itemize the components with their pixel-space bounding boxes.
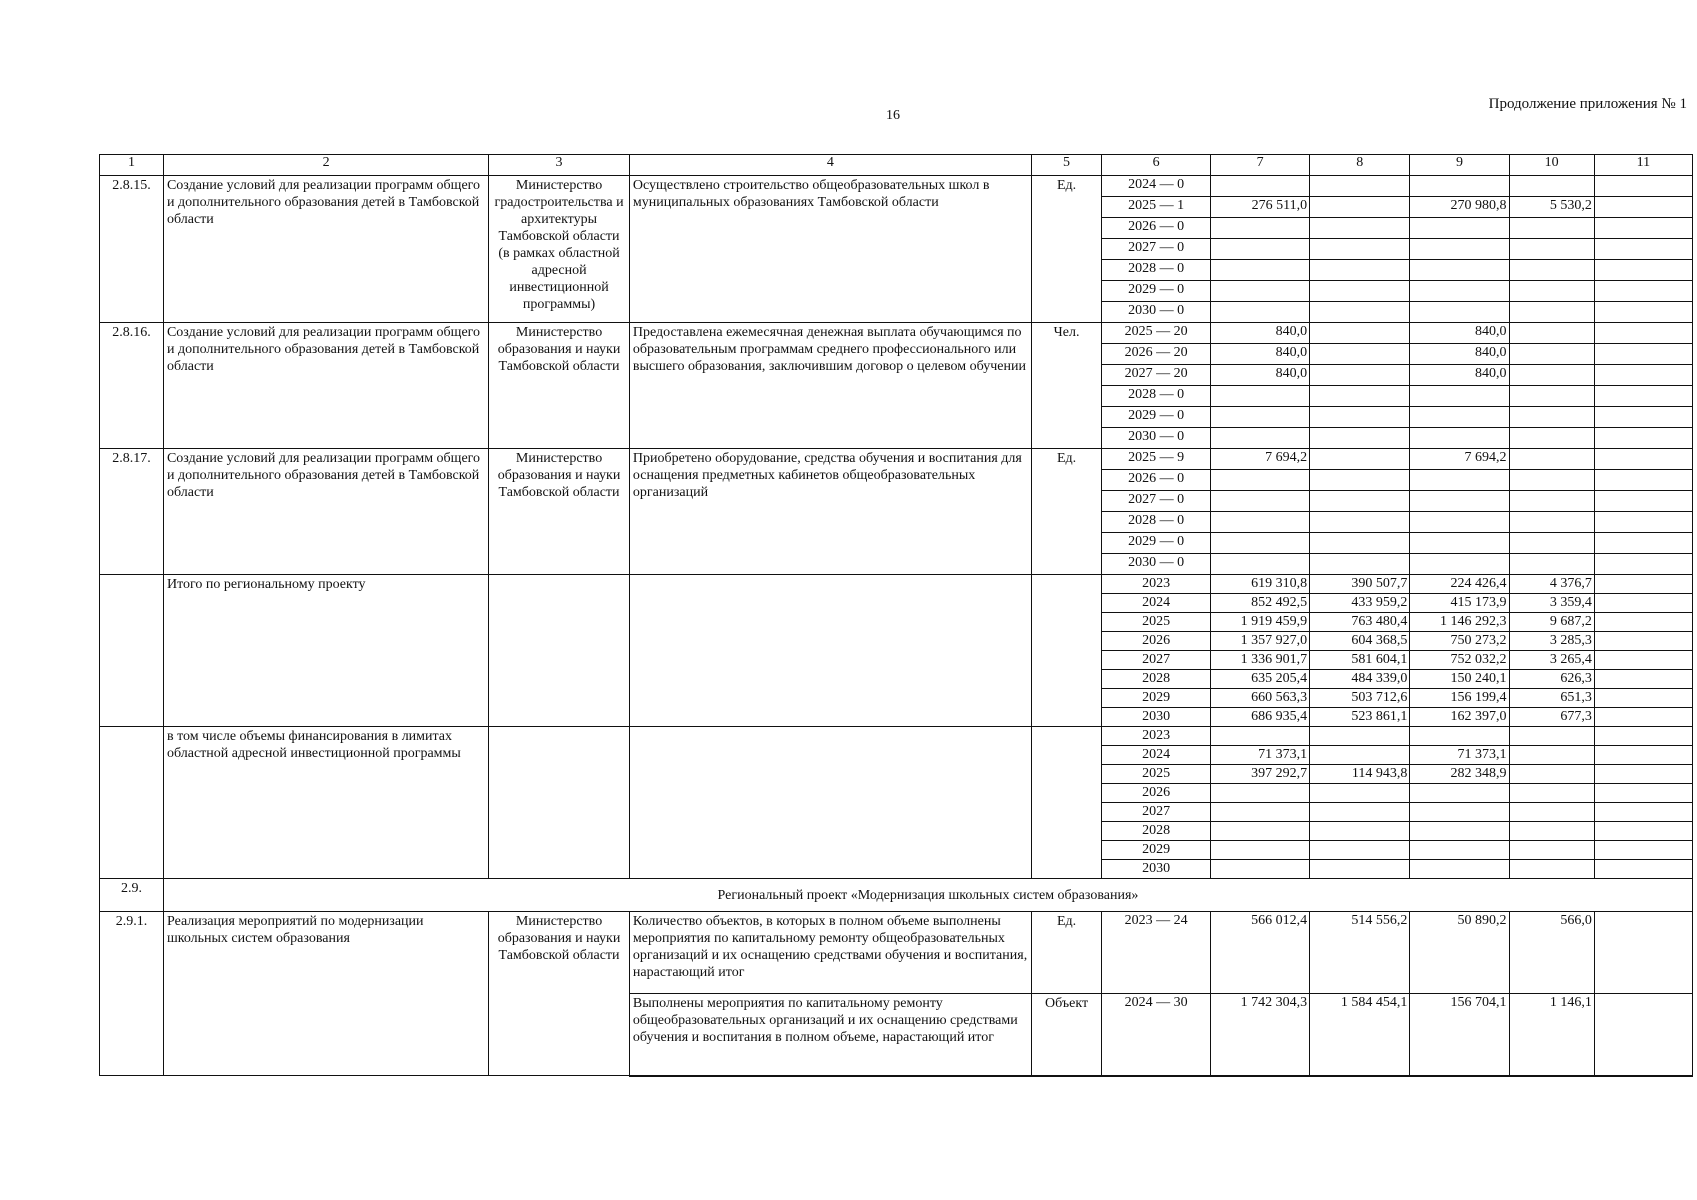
- amount-regional-cell: 750 273,2: [1410, 632, 1509, 651]
- amount-federal-cell: [1310, 239, 1410, 260]
- unit-cell: Чел.: [1031, 323, 1101, 449]
- col-header: 3: [489, 155, 630, 176]
- amount-local-cell: [1509, 386, 1594, 407]
- amount-total-cell: [1210, 407, 1309, 428]
- amount-local-cell: [1509, 784, 1594, 803]
- activity-result: [629, 575, 1031, 727]
- appendix-caption: Продолжение приложения № 1: [1488, 96, 1687, 112]
- year-cell: 2028: [1102, 670, 1211, 689]
- year-cell: 2029 — 0: [1102, 407, 1211, 428]
- amount-regional-cell: [1410, 727, 1509, 746]
- amount-regional-cell: 156 199,4: [1410, 689, 1509, 708]
- activity-result: [629, 727, 1031, 879]
- amount-regional-cell: 840,0: [1410, 323, 1509, 344]
- amount-regional-cell: [1410, 803, 1509, 822]
- amount-total-cell: 71 373,1: [1210, 746, 1309, 765]
- amount-federal-cell: 523 861,1: [1310, 708, 1410, 727]
- table-row: [100, 912, 1693, 994]
- executor: Министерство образования и науки Тамбовской области: [489, 323, 630, 449]
- amount-federal-cell: 114 943,8: [1310, 765, 1410, 784]
- amount-regional-cell: [1410, 260, 1509, 281]
- col-header: 4: [629, 155, 1031, 176]
- amount-federal-cell: [1310, 822, 1410, 841]
- unit-cell: Ед.: [1031, 176, 1101, 323]
- amount-federal-cell: [1310, 428, 1410, 449]
- amount-regional-cell: 1 146 292,3: [1410, 613, 1509, 632]
- row-number: [100, 575, 164, 727]
- year-cell: 2024 — 0: [1102, 176, 1211, 197]
- executor: Министерство образования и науки Тамбовской области: [489, 449, 630, 575]
- amount-regional-cell: [1410, 491, 1509, 512]
- year-cell: 2028 — 0: [1102, 260, 1211, 281]
- amount-other-cell: [1594, 281, 1692, 302]
- amount-other-cell: [1594, 651, 1692, 670]
- row-number: [100, 727, 164, 879]
- table-row: [100, 879, 1693, 912]
- amount-total-cell: [1210, 860, 1309, 879]
- amount-other-cell: [1594, 803, 1692, 822]
- amount-other-cell: [1594, 533, 1692, 554]
- amount-other-cell: [1594, 176, 1692, 197]
- row-number: 2.9.1.: [100, 912, 164, 1076]
- amount-regional-cell: 71 373,1: [1410, 746, 1509, 765]
- amount-total-cell: 397 292,7: [1210, 765, 1309, 784]
- col-header: 6: [1102, 155, 1211, 176]
- year-cell: 2025: [1102, 613, 1211, 632]
- amount-local-cell: [1509, 302, 1594, 323]
- table-row: [100, 176, 1693, 197]
- amount-regional-cell: 752 032,2: [1410, 651, 1509, 670]
- year-cell: 2025: [1102, 765, 1211, 784]
- amount-total-cell: [1210, 281, 1309, 302]
- unit-cell: Ед.: [1031, 912, 1101, 994]
- activity-result: Приобретено оборудование, средства обучения и воспитания для оснащения предметных кабинетов общеобразовательных организаций: [629, 449, 1031, 575]
- amount-other-cell: [1594, 449, 1692, 470]
- amount-total-cell: [1210, 784, 1309, 803]
- amount-total-cell: [1210, 554, 1309, 575]
- amount-local-cell: 1 146,1: [1509, 994, 1594, 1076]
- amount-local-cell: [1509, 512, 1594, 533]
- unit-cell: Ед.: [1031, 449, 1101, 575]
- amount-regional-cell: [1410, 239, 1509, 260]
- amount-total-cell: 840,0: [1210, 344, 1309, 365]
- year-cell: 2026: [1102, 632, 1211, 651]
- amount-local-cell: [1509, 344, 1594, 365]
- amount-local-cell: [1509, 765, 1594, 784]
- activity-result: Предоставлена ежемесячная денежная выплата обучающимся по образовательным программам среднего профессионального или высшего образования, заключившим договор о целевом обучении: [629, 323, 1031, 449]
- amount-federal-cell: 514 556,2: [1310, 912, 1410, 994]
- col-header: 1: [100, 155, 164, 176]
- amount-federal-cell: 604 368,5: [1310, 632, 1410, 651]
- executor: Министерство градостроительства и архитектуры Тамбовской области (в рамках областной адресной инвестиционной программы): [489, 176, 630, 323]
- amount-regional-cell: [1410, 822, 1509, 841]
- amount-regional-cell: 50 890,2: [1410, 912, 1509, 994]
- year-cell: 2029 — 0: [1102, 281, 1211, 302]
- amount-other-cell: [1594, 727, 1692, 746]
- col-header: 11: [1594, 155, 1692, 176]
- amount-total-cell: 852 492,5: [1210, 594, 1309, 613]
- program-table: [99, 154, 1693, 1077]
- amount-other-cell: [1594, 323, 1692, 344]
- amount-federal-cell: [1310, 302, 1410, 323]
- amount-federal-cell: [1310, 323, 1410, 344]
- year-cell: 2024: [1102, 746, 1211, 765]
- amount-federal-cell: 433 959,2: [1310, 594, 1410, 613]
- amount-other-cell: [1594, 822, 1692, 841]
- amount-local-cell: 677,3: [1509, 708, 1594, 727]
- amount-other-cell: [1594, 860, 1692, 879]
- table-row: [100, 727, 1693, 746]
- section-title: Региональный проект «Модернизация школьных систем образования»: [163, 879, 1692, 912]
- amount-total-cell: [1210, 727, 1309, 746]
- amount-federal-cell: [1310, 491, 1410, 512]
- amount-other-cell: [1594, 594, 1692, 613]
- amount-other-cell: [1594, 512, 1692, 533]
- amount-federal-cell: [1310, 197, 1410, 218]
- amount-other-cell: [1594, 765, 1692, 784]
- amount-regional-cell: 840,0: [1410, 365, 1509, 386]
- amount-local-cell: [1509, 365, 1594, 386]
- amount-total-cell: 1 742 304,3: [1210, 994, 1309, 1076]
- year-cell: 2026 — 0: [1102, 470, 1211, 491]
- year-cell: 2023: [1102, 575, 1211, 594]
- amount-regional-cell: [1410, 386, 1509, 407]
- amount-other-cell: [1594, 407, 1692, 428]
- amount-other-cell: [1594, 239, 1692, 260]
- amount-other-cell: [1594, 218, 1692, 239]
- amount-federal-cell: [1310, 449, 1410, 470]
- amount-other-cell: [1594, 428, 1692, 449]
- year-cell: 2023: [1102, 727, 1211, 746]
- amount-regional-cell: 150 240,1: [1410, 670, 1509, 689]
- amount-regional-cell: 270 980,8: [1410, 197, 1509, 218]
- amount-federal-cell: [1310, 386, 1410, 407]
- amount-regional-cell: 415 173,9: [1410, 594, 1509, 613]
- amount-federal-cell: 390 507,7: [1310, 575, 1410, 594]
- amount-total-cell: [1210, 260, 1309, 281]
- section-number: 2.9.: [100, 879, 164, 912]
- amount-local-cell: [1509, 176, 1594, 197]
- year-cell: 2027 — 20: [1102, 365, 1211, 386]
- amount-federal-cell: [1310, 407, 1410, 428]
- amount-regional-cell: 162 397,0: [1410, 708, 1509, 727]
- amount-total-cell: [1210, 302, 1309, 323]
- amount-federal-cell: [1310, 176, 1410, 197]
- amount-local-cell: 4 376,7: [1509, 575, 1594, 594]
- col-header: 2: [163, 155, 488, 176]
- amount-total-cell: 1 357 927,0: [1210, 632, 1309, 651]
- amount-other-cell: [1594, 670, 1692, 689]
- year-cell: 2028 — 0: [1102, 512, 1211, 533]
- amount-federal-cell: [1310, 533, 1410, 554]
- amount-total-cell: [1210, 512, 1309, 533]
- year-cell: 2023 — 24: [1102, 912, 1211, 994]
- amount-regional-cell: 282 348,9: [1410, 765, 1509, 784]
- year-cell: 2025 — 1: [1102, 197, 1211, 218]
- year-cell: 2029: [1102, 841, 1211, 860]
- year-cell: 2027: [1102, 803, 1211, 822]
- summary-label: в том числе объемы финансирования в лимитах областной адресной инвестиционной программы: [163, 727, 488, 879]
- amount-local-cell: [1509, 491, 1594, 512]
- amount-other-cell: [1594, 365, 1692, 386]
- amount-local-cell: [1509, 727, 1594, 746]
- amount-other-cell: [1594, 708, 1692, 727]
- activity-result: Количество объектов, в которых в полном объеме выполнены мероприятия по капитальному ремонту общеобразовательных организаций и их оснащению средствами обучения и воспитания, нарастающий итог: [629, 912, 1031, 994]
- unit-cell: Объект: [1031, 994, 1101, 1076]
- amount-other-cell: [1594, 554, 1692, 575]
- table-row: [100, 449, 1693, 470]
- amount-federal-cell: [1310, 470, 1410, 491]
- amount-local-cell: 9 687,2: [1509, 613, 1594, 632]
- amount-other-cell: [1594, 260, 1692, 281]
- header-row: [100, 155, 1693, 176]
- amount-other-cell: [1594, 197, 1692, 218]
- year-cell: 2026 — 0: [1102, 218, 1211, 239]
- amount-total-cell: [1210, 239, 1309, 260]
- summary-label: Итого по региональному проекту: [163, 575, 488, 727]
- year-cell: 2030 — 0: [1102, 302, 1211, 323]
- amount-total-cell: 840,0: [1210, 365, 1309, 386]
- amount-total-cell: [1210, 218, 1309, 239]
- amount-federal-cell: [1310, 746, 1410, 765]
- year-cell: 2026: [1102, 784, 1211, 803]
- amount-total-cell: [1210, 491, 1309, 512]
- amount-total-cell: [1210, 803, 1309, 822]
- amount-other-cell: [1594, 302, 1692, 323]
- amount-federal-cell: [1310, 784, 1410, 803]
- amount-other-cell: [1594, 344, 1692, 365]
- row-number: 2.8.17.: [100, 449, 164, 575]
- amount-other-cell: [1594, 386, 1692, 407]
- amount-local-cell: [1509, 841, 1594, 860]
- amount-total-cell: [1210, 822, 1309, 841]
- row-number: 2.8.16.: [100, 323, 164, 449]
- amount-federal-cell: [1310, 260, 1410, 281]
- amount-local-cell: [1509, 218, 1594, 239]
- amount-total-cell: 276 511,0: [1210, 197, 1309, 218]
- year-cell: 2030 — 0: [1102, 428, 1211, 449]
- table-row: [100, 575, 1693, 594]
- amount-local-cell: [1509, 803, 1594, 822]
- amount-local-cell: [1509, 239, 1594, 260]
- amount-federal-cell: 484 339,0: [1310, 670, 1410, 689]
- amount-local-cell: 3 359,4: [1509, 594, 1594, 613]
- unit-cell: [1031, 727, 1101, 879]
- amount-regional-cell: [1410, 841, 1509, 860]
- amount-total-cell: [1210, 533, 1309, 554]
- amount-local-cell: 3 285,3: [1509, 632, 1594, 651]
- amount-regional-cell: [1410, 218, 1509, 239]
- year-cell: 2027 — 0: [1102, 239, 1211, 260]
- executor: [489, 727, 630, 879]
- amount-federal-cell: 763 480,4: [1310, 613, 1410, 632]
- year-cell: 2028: [1102, 822, 1211, 841]
- year-cell: 2029 — 0: [1102, 533, 1211, 554]
- program-rows: [100, 176, 1693, 1076]
- amount-other-cell: [1594, 470, 1692, 491]
- year-cell: 2030: [1102, 708, 1211, 727]
- amount-federal-cell: [1310, 344, 1410, 365]
- year-cell: 2028 — 0: [1102, 386, 1211, 407]
- amount-local-cell: 5 530,2: [1509, 197, 1594, 218]
- activity-name: Реализация мероприятий по модернизации школьных систем образования: [163, 912, 488, 1076]
- table-row: [100, 323, 1693, 344]
- col-header: 10: [1509, 155, 1594, 176]
- year-cell: 2026 — 20: [1102, 344, 1211, 365]
- amount-total-cell: 635 205,4: [1210, 670, 1309, 689]
- amount-federal-cell: 503 712,6: [1310, 689, 1410, 708]
- amount-federal-cell: [1310, 727, 1410, 746]
- amount-total-cell: 840,0: [1210, 323, 1309, 344]
- amount-total-cell: [1210, 470, 1309, 491]
- activity-result: Осуществлено строительство общеобразовательных школ в муниципальных образованиях Тамбовской области: [629, 176, 1031, 323]
- amount-total-cell: [1210, 428, 1309, 449]
- amount-local-cell: [1509, 533, 1594, 554]
- year-cell: 2024 — 30: [1102, 994, 1211, 1076]
- amount-regional-cell: [1410, 554, 1509, 575]
- col-header: 9: [1410, 155, 1509, 176]
- year-cell: 2029: [1102, 689, 1211, 708]
- amount-regional-cell: [1410, 512, 1509, 533]
- amount-local-cell: [1509, 281, 1594, 302]
- unit-cell: [1031, 575, 1101, 727]
- amount-other-cell: [1594, 746, 1692, 765]
- year-cell: 2030: [1102, 860, 1211, 879]
- amount-total-cell: 686 935,4: [1210, 708, 1309, 727]
- amount-total-cell: 7 694,2: [1210, 449, 1309, 470]
- amount-local-cell: [1509, 470, 1594, 491]
- amount-regional-cell: [1410, 470, 1509, 491]
- amount-total-cell: [1210, 841, 1309, 860]
- amount-local-cell: [1509, 822, 1594, 841]
- amount-total-cell: [1210, 386, 1309, 407]
- executor: [489, 575, 630, 727]
- amount-local-cell: [1509, 428, 1594, 449]
- year-cell: 2027: [1102, 651, 1211, 670]
- col-header: 7: [1210, 155, 1309, 176]
- amount-total-cell: 1 919 459,9: [1210, 613, 1309, 632]
- page-number: 16: [886, 108, 900, 123]
- amount-regional-cell: [1410, 860, 1509, 879]
- amount-other-cell: [1594, 491, 1692, 512]
- amount-total-cell: 619 310,8: [1210, 575, 1309, 594]
- amount-total-cell: 660 563,3: [1210, 689, 1309, 708]
- amount-regional-cell: [1410, 302, 1509, 323]
- amount-regional-cell: [1410, 281, 1509, 302]
- amount-other-cell: [1594, 575, 1692, 594]
- activity-result: Выполнены мероприятия по капитальному ремонту общеобразовательных организаций и их оснащению средствами обучения и воспитания в полном объеме, нарастающий итог: [629, 994, 1031, 1076]
- amount-local-cell: 651,3: [1509, 689, 1594, 708]
- year-cell: 2030 — 0: [1102, 554, 1211, 575]
- amount-federal-cell: [1310, 554, 1410, 575]
- year-cell: 2024: [1102, 594, 1211, 613]
- amount-regional-cell: 7 694,2: [1410, 449, 1509, 470]
- amount-local-cell: [1509, 260, 1594, 281]
- amount-federal-cell: [1310, 860, 1410, 879]
- amount-regional-cell: 156 704,1: [1410, 994, 1509, 1076]
- amount-other-cell: [1594, 689, 1692, 708]
- year-cell: 2027 — 0: [1102, 491, 1211, 512]
- amount-other-cell: [1594, 632, 1692, 651]
- amount-regional-cell: [1410, 176, 1509, 197]
- amount-regional-cell: [1410, 784, 1509, 803]
- amount-other-cell: [1594, 912, 1692, 994]
- amount-federal-cell: [1310, 512, 1410, 533]
- amount-other-cell: [1594, 841, 1692, 860]
- activity-name: Создание условий для реализации программ общего и дополнительного образования детей в Тамбовской области: [163, 176, 488, 323]
- amount-regional-cell: [1410, 407, 1509, 428]
- col-header: 8: [1310, 155, 1410, 176]
- amount-local-cell: [1509, 860, 1594, 879]
- year-cell: 2025 — 20: [1102, 323, 1211, 344]
- amount-total-cell: [1210, 176, 1309, 197]
- amount-other-cell: [1594, 613, 1692, 632]
- amount-federal-cell: [1310, 841, 1410, 860]
- amount-local-cell: 3 265,4: [1509, 651, 1594, 670]
- amount-local-cell: [1509, 554, 1594, 575]
- amount-federal-cell: [1310, 281, 1410, 302]
- amount-total-cell: 1 336 901,7: [1210, 651, 1309, 670]
- amount-total-cell: 566 012,4: [1210, 912, 1309, 994]
- amount-federal-cell: [1310, 218, 1410, 239]
- amount-federal-cell: [1310, 803, 1410, 822]
- amount-other-cell: [1594, 994, 1692, 1076]
- amount-federal-cell: 581 604,1: [1310, 651, 1410, 670]
- amount-regional-cell: [1410, 533, 1509, 554]
- amount-regional-cell: 840,0: [1410, 344, 1509, 365]
- col-header: 5: [1031, 155, 1101, 176]
- amount-federal-cell: [1310, 365, 1410, 386]
- amount-regional-cell: [1410, 428, 1509, 449]
- amount-regional-cell: 224 426,4: [1410, 575, 1509, 594]
- amount-local-cell: 566,0: [1509, 912, 1594, 994]
- row-number: 2.8.15.: [100, 176, 164, 323]
- year-cell: 2025 — 9: [1102, 449, 1211, 470]
- amount-other-cell: [1594, 784, 1692, 803]
- activity-name: Создание условий для реализации программ общего и дополнительного образования детей в Тамбовской области: [163, 323, 488, 449]
- executor: Министерство образования и науки Тамбовской области: [489, 912, 630, 1076]
- amount-local-cell: [1509, 407, 1594, 428]
- amount-federal-cell: 1 584 454,1: [1310, 994, 1410, 1076]
- activity-name: Создание условий для реализации программ общего и дополнительного образования детей в Тамбовской области: [163, 449, 488, 575]
- amount-local-cell: 626,3: [1509, 670, 1594, 689]
- amount-local-cell: [1509, 449, 1594, 470]
- amount-local-cell: [1509, 746, 1594, 765]
- amount-local-cell: [1509, 323, 1594, 344]
